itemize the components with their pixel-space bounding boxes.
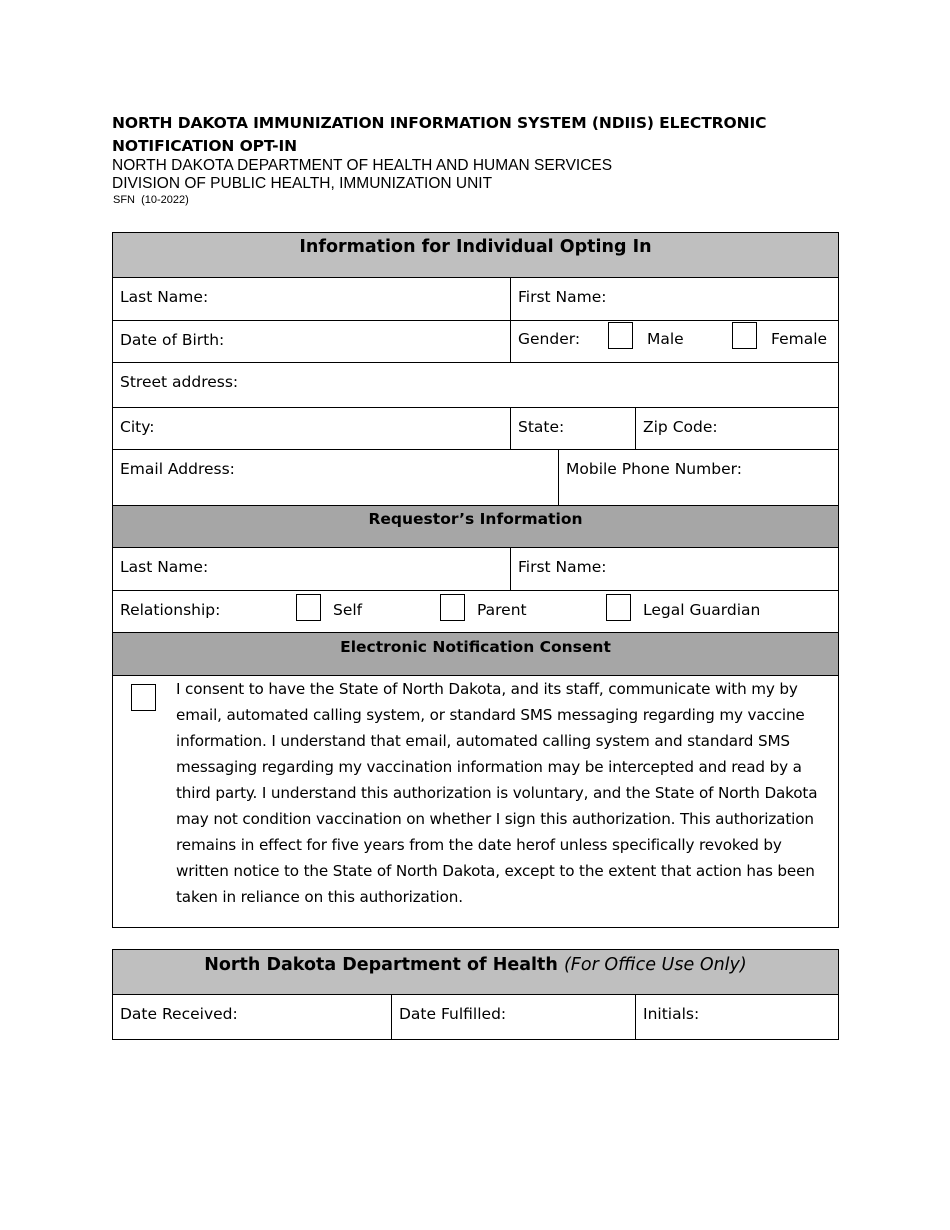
requestor-last-name-field[interactable]: Last Name: [120, 558, 209, 576]
initials-field[interactable]: Initials: [643, 1005, 700, 1023]
requestor-first-name-field[interactable]: First Name: [518, 558, 607, 576]
office-section-title [113, 953, 838, 977]
relationship-self-checkbox[interactable] [296, 594, 321, 621]
consent-section-title: Electronic Notification Consent [340, 638, 611, 656]
form-number: SFN (10-2022) [113, 194, 189, 206]
relationship-parent-label: Parent [477, 601, 527, 619]
email-address-field[interactable]: Email Address: [120, 460, 235, 478]
gender-male-checkbox[interactable] [608, 322, 633, 349]
consent-text: I consent to have the State of North Dakota, and its staff, communicate with my by email, automated calling system, or standard SMS messaging regarding my vaccine information. I understand that email, automated calling system and standard SMS messaging regarding my vaccination information may be intercepted and read by a third party. I understand this authorization is voluntary, and the State of North Dakota may not condition vaccination on whether I sign this authorization. This authorization remains in effect for five years from the date herof unless specifically revoked by written notice to the State of North Dakota, except to the extent that action has been taken in reliance on this authorization. [176, 680, 818, 906]
office-subtitle-text: (For Office Use Only) [563, 955, 747, 975]
individual-first-name-field[interactable]: First Name: [518, 288, 607, 306]
consent-checkbox[interactable] [131, 684, 156, 711]
mobile-phone-field[interactable]: Mobile Phone Number: [566, 460, 742, 478]
city-field[interactable]: City: [120, 418, 155, 436]
date-received-field[interactable]: Date Received: [120, 1005, 238, 1023]
date-fulfilled-field[interactable]: Date Fulfilled: [399, 1005, 507, 1023]
state-field[interactable]: State: [518, 418, 565, 436]
office-title-text: North Dakota Department of Health [204, 955, 558, 975]
individual-section-title: Information for Individual Opting In [299, 237, 652, 257]
gender-female-checkbox[interactable] [732, 322, 757, 349]
division-name: DIVISION OF PUBLIC HEALTH, IMMUNIZATION UNIT [112, 175, 493, 192]
relationship-label: Relationship: [120, 601, 221, 619]
relationship-legal-guardian-checkbox[interactable] [606, 594, 631, 621]
gender-female-label: Female [771, 330, 828, 348]
relationship-legal-guardian-label: Legal Guardian [643, 601, 761, 619]
form-title: NORTH DAKOTA IMMUNIZATION INFORMATION SYSTEM (NDIIS) ELECTRONIC NOTIFICATION OPT-IN [112, 114, 767, 155]
individual-last-name-field[interactable]: Last Name: [120, 288, 209, 306]
relationship-parent-checkbox[interactable] [440, 594, 465, 621]
relationship-self-label: Self [333, 601, 363, 619]
gender-label: Gender: [518, 330, 581, 348]
date-of-birth-field[interactable]: Date of Birth: [120, 331, 225, 349]
gender-male-label: Male [647, 330, 684, 348]
zip-code-field[interactable]: Zip Code: [643, 418, 718, 436]
department-name: NORTH DAKOTA DEPARTMENT OF HEALTH AND HUMAN SERVICES [112, 157, 613, 174]
requestor-section-title: Requestor’s Information [368, 510, 583, 528]
street-address-field[interactable]: Street address: [120, 373, 239, 391]
